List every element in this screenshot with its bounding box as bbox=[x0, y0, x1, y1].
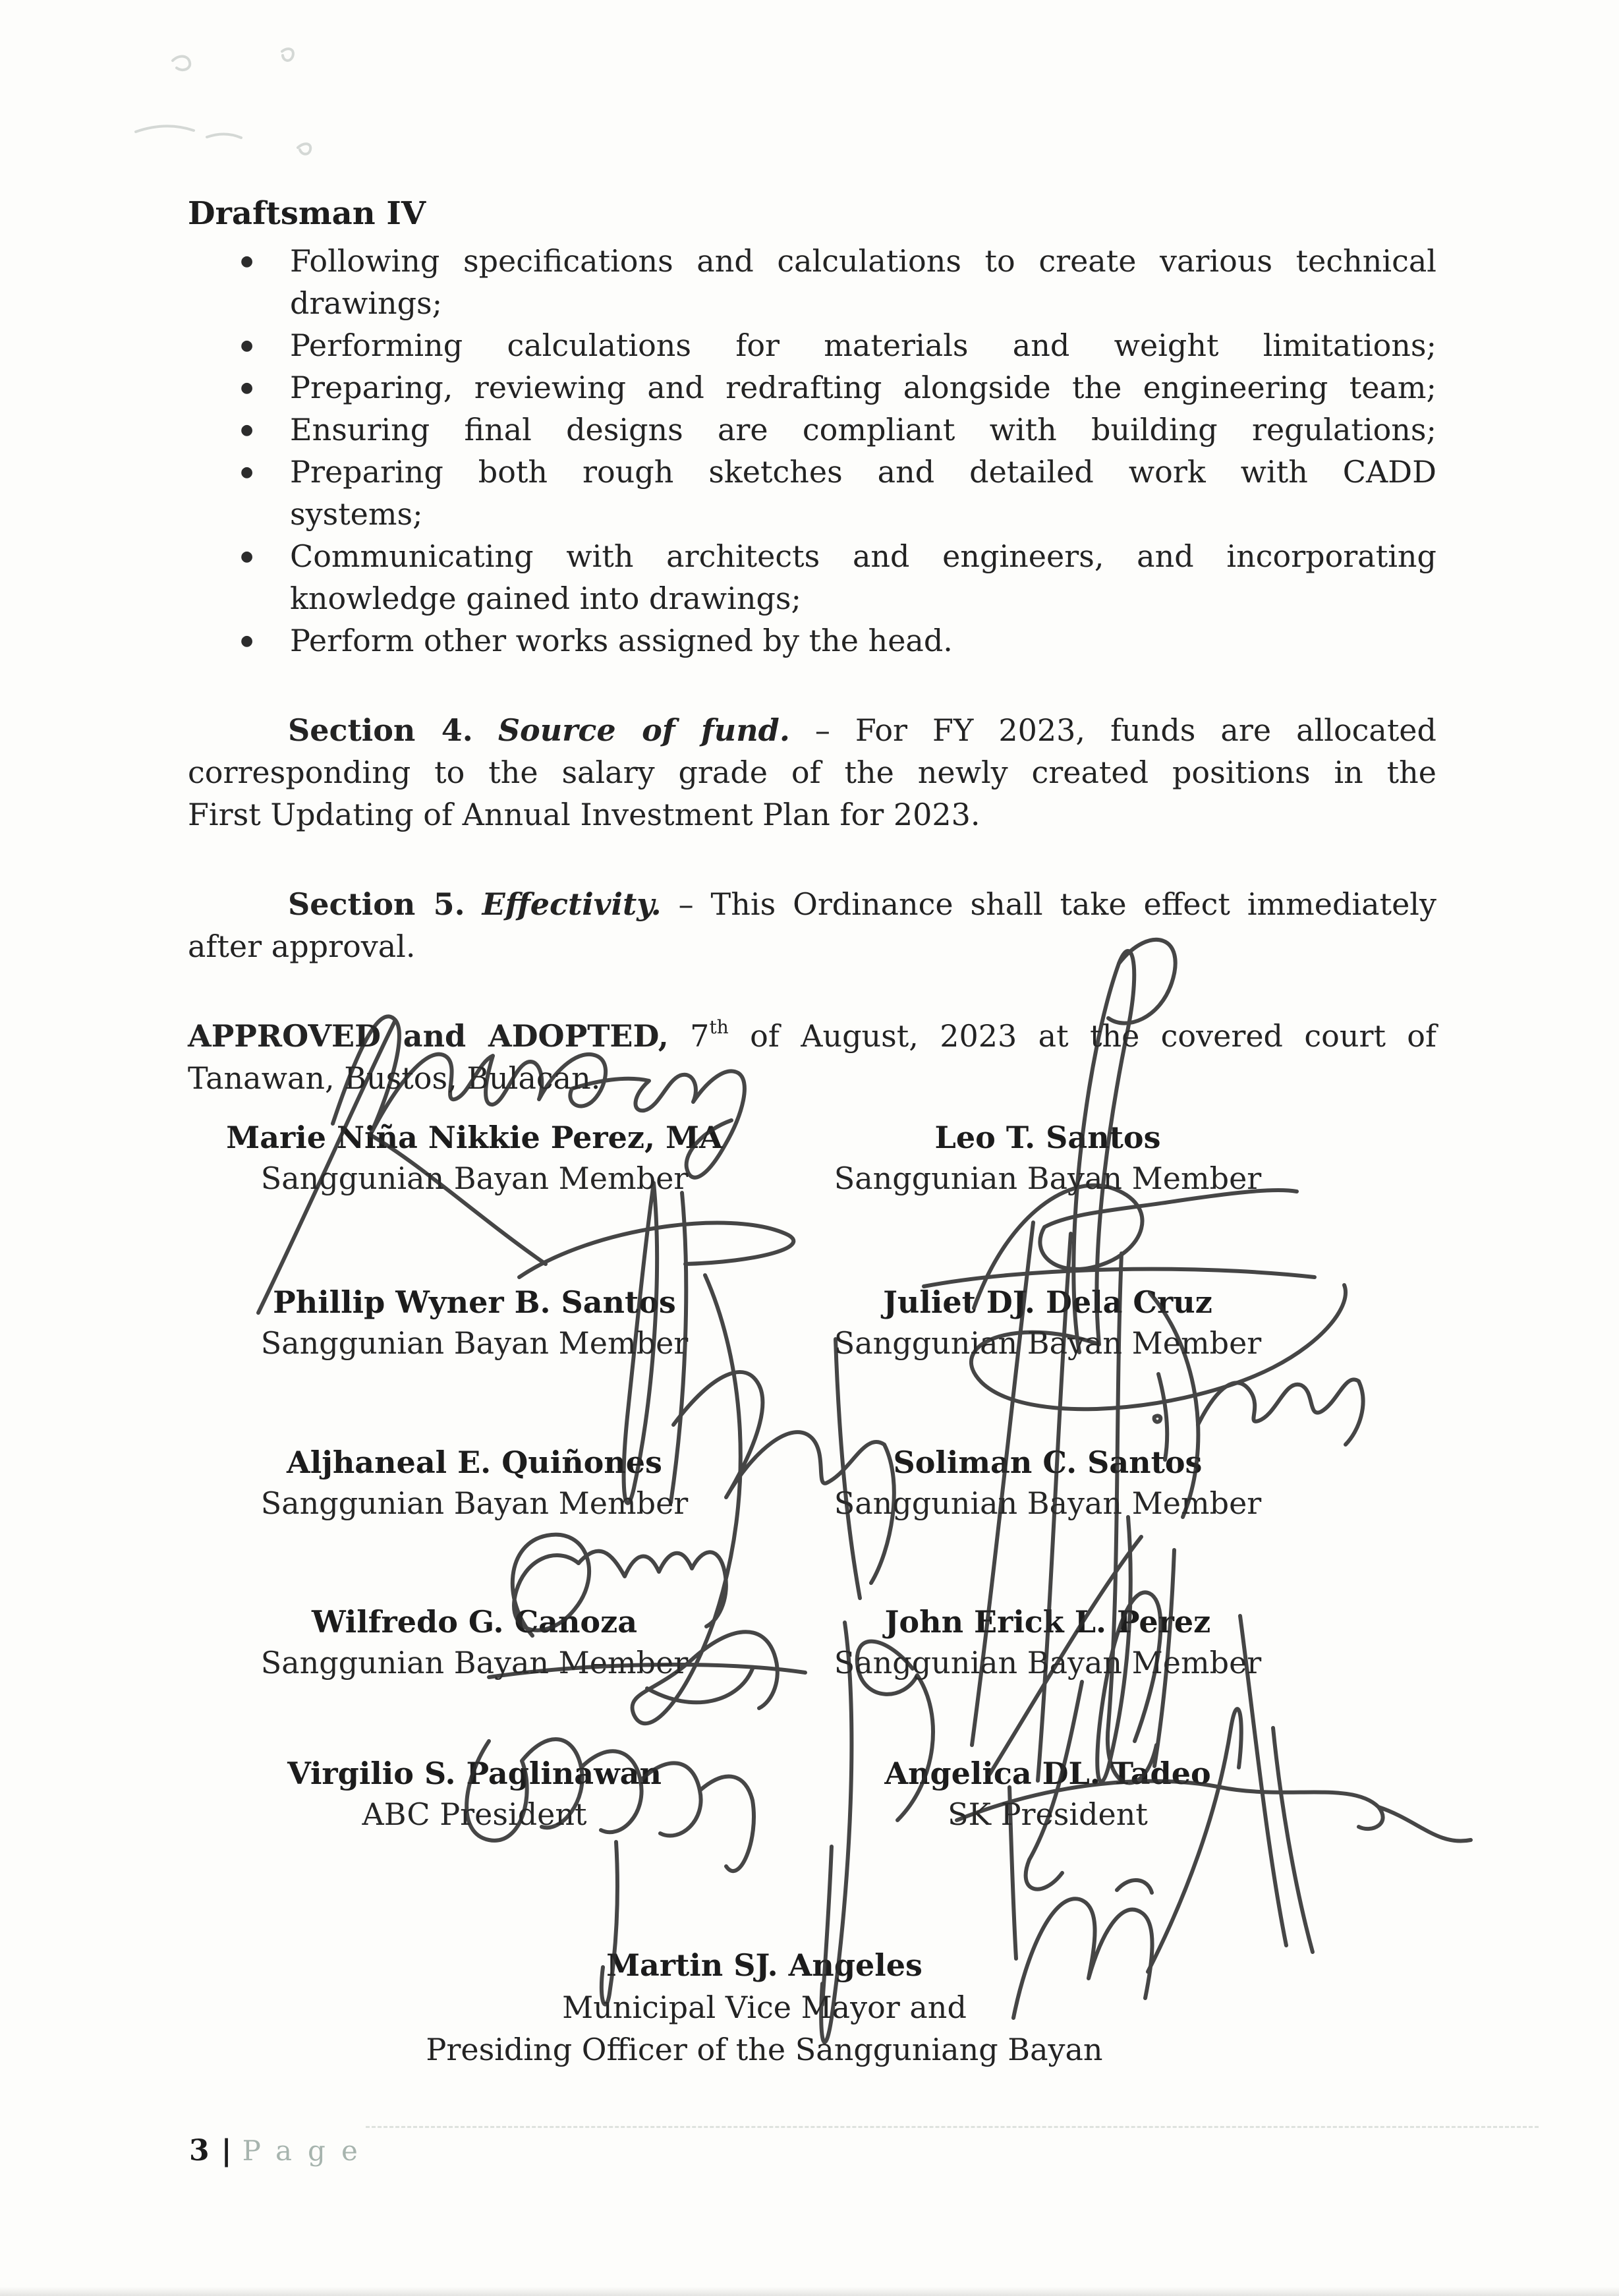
page-number: 3 bbox=[189, 2134, 210, 2167]
duty-line: ● Following specifications and calculations to create various technical bbox=[290, 243, 1436, 279]
position-heading: Draftsman IV bbox=[188, 195, 426, 232]
duty-item bbox=[188, 619, 1436, 662]
presiding-name: Martin SJ. Angeles bbox=[606, 1947, 923, 1983]
section-4-label: Section 4. bbox=[288, 712, 473, 748]
section-4-line bbox=[188, 709, 1436, 751]
signatory-block bbox=[178, 1282, 771, 1363]
signatory-name: Angelica DL. Tadeo bbox=[884, 1756, 1211, 1791]
signatory-title: Sanggunian Bayan Member bbox=[834, 1485, 1262, 1521]
signatory-title: ABC President bbox=[362, 1796, 587, 1832]
duty-line: drawings; bbox=[290, 285, 443, 321]
section-5-label: Section 5. bbox=[288, 886, 465, 922]
adoption-text: of August, 2023 at the covered court of bbox=[750, 1018, 1437, 1054]
signatory-block bbox=[751, 1601, 1344, 1683]
scan-smudge bbox=[136, 127, 241, 138]
section-5-line bbox=[188, 883, 1436, 925]
signatory-name: Juliet DJ. Dela Cruz bbox=[883, 1284, 1212, 1320]
signatory-name: John Erick L. Perez bbox=[884, 1604, 1211, 1640]
signatory-name: Leo T. Santos bbox=[934, 1120, 1161, 1155]
signatory-title: Sanggunian Bayan Member bbox=[260, 1645, 689, 1680]
signatory-block bbox=[178, 1117, 771, 1199]
document-body bbox=[188, 192, 1436, 1099]
signatory-block bbox=[751, 1282, 1344, 1363]
section-5-title: Effectivity. bbox=[482, 886, 662, 922]
adoption-paragraph bbox=[188, 1015, 1436, 1099]
adoption-day: 7 bbox=[690, 1018, 710, 1054]
duties-list bbox=[188, 240, 1436, 662]
signature-soliman-santos bbox=[1154, 1379, 1363, 1445]
duty-item bbox=[188, 409, 1436, 451]
duty-item bbox=[188, 451, 1436, 535]
section-4-line: First Updating of Annual Investment Plan for 2023. bbox=[188, 797, 980, 832]
signatory-name: Virgilio S. Paglinawan bbox=[287, 1756, 662, 1791]
scan-edge-shadow bbox=[0, 2287, 1619, 2296]
presiding-title-line: Municipal Vice Mayor and bbox=[562, 1990, 967, 2025]
presiding-title-line: Presiding Officer of the Sangguniang Bayan bbox=[426, 2032, 1103, 2067]
adoption-ordinal: th bbox=[709, 1016, 729, 1038]
section-5-text: – This Ordinance shall take effect immediately bbox=[678, 886, 1436, 922]
signatory-block bbox=[751, 1442, 1344, 1524]
duty-line: ● Ensuring final designs are compliant with building regulations; bbox=[290, 412, 1436, 447]
signatory-title: Sanggunian Bayan Member bbox=[260, 1161, 689, 1196]
page-footer bbox=[189, 2134, 374, 2168]
duty-line: ● Preparing, reviewing and redrafting alongside the engineering team; bbox=[290, 370, 1436, 405]
signatory-title: SK President bbox=[948, 1796, 1148, 1832]
section-4-title: Source of fund. bbox=[497, 712, 790, 748]
signatory-name: Wilfredo G. Canoza bbox=[311, 1604, 638, 1640]
signatory-name: Marie Niña Nikkie Perez, MA bbox=[226, 1120, 723, 1155]
duty-line: systems; bbox=[290, 496, 423, 532]
signatory-name: Phillip Wyner B. Santos bbox=[273, 1284, 676, 1320]
signatory-title: Sanggunian Bayan Member bbox=[834, 1645, 1262, 1680]
signatory-name: Soliman C. Santos bbox=[893, 1445, 1203, 1480]
signatory-block bbox=[751, 1117, 1344, 1199]
scan-smudge bbox=[282, 49, 293, 61]
duty-line: ● Performing calculations for materials and weight limitations; bbox=[290, 328, 1436, 363]
section-5-line: after approval. bbox=[188, 929, 416, 964]
signatory-block bbox=[751, 1753, 1344, 1835]
footer-page-label: Page bbox=[242, 2135, 374, 2167]
signatory-block bbox=[178, 1753, 771, 1835]
signatory-block bbox=[178, 1601, 771, 1683]
duty-item bbox=[188, 324, 1436, 366]
adoption-line bbox=[188, 1015, 1436, 1057]
presiding-officer-block bbox=[171, 1944, 1357, 2071]
scan-smudge bbox=[298, 144, 310, 154]
scan-smudge bbox=[173, 57, 190, 71]
duty-item bbox=[188, 366, 1436, 409]
signatory-title: Sanggunian Bayan Member bbox=[834, 1325, 1262, 1361]
footer-separator: | bbox=[221, 2134, 232, 2167]
duty-line: ● Preparing both rough sketches and detailed work with CADD bbox=[290, 454, 1436, 490]
duty-line: ● Communicating with architects and engineers, and incorporating bbox=[290, 538, 1436, 574]
signatory-title: Sanggunian Bayan Member bbox=[834, 1161, 1262, 1196]
signatory-name: Aljhaneal E. Quiñones bbox=[287, 1445, 662, 1480]
signatory-block bbox=[178, 1442, 771, 1524]
duty-item bbox=[188, 535, 1436, 619]
signatory-title: Sanggunian Bayan Member bbox=[260, 1485, 689, 1521]
adoption-bold-text: APPROVED and ADOPTED, bbox=[188, 1018, 669, 1054]
duty-line: knowledge gained into drawings; bbox=[290, 581, 802, 616]
scan-line-artifact bbox=[366, 2126, 1539, 2128]
signatory-title: Sanggunian Bayan Member bbox=[260, 1325, 689, 1361]
section-4-text: – For FY 2023, funds are allocated bbox=[814, 712, 1436, 748]
section-4-paragraph bbox=[188, 709, 1436, 836]
section-5-paragraph bbox=[188, 883, 1436, 967]
section-4-line: corresponding to the salary grade of the newly created positions in the bbox=[188, 755, 1436, 790]
adoption-line: Tanawan, Bustos, Bulacan. bbox=[188, 1060, 601, 1096]
duty-item bbox=[188, 240, 1436, 324]
duty-line: ● Perform other works assigned by the head. bbox=[290, 623, 953, 658]
